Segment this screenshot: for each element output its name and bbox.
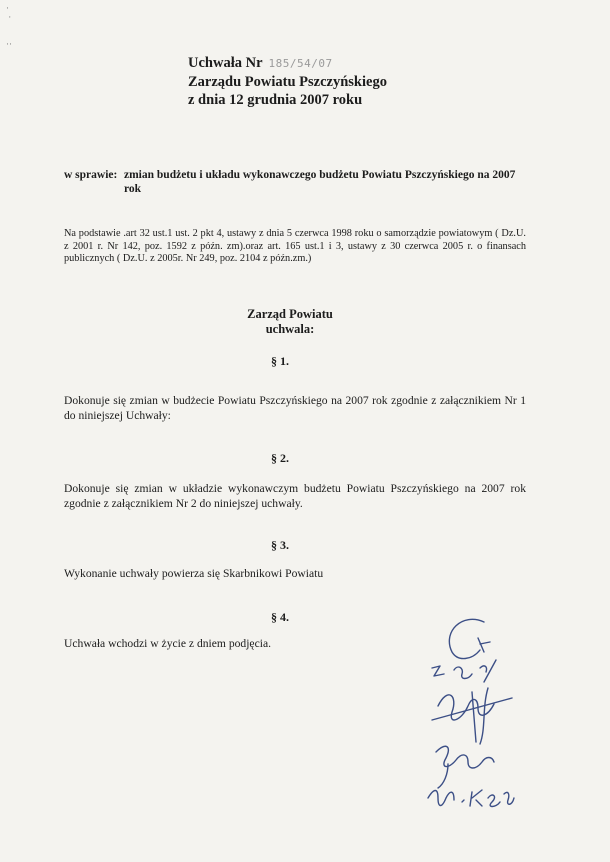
issuing-body: Zarządu Powiatu Pszczyńskiego <box>188 74 387 90</box>
section-1-heading: § 1. <box>271 354 289 368</box>
section-2-text: Dokonuje się zmian w układzie wykonawczym budżetu Powiatu Pszczyńskiego na 2007 rok zgodnie z załącznikiem Nr 2 do niniejszej uchwały. <box>64 482 526 510</box>
section-4-text: Uchwała wchodzi w życie z dniem podjęcia. <box>64 637 271 650</box>
section-1-text: Dokonuje się zmian w budżecie Powiatu Pszczyńskiego na 2007 rok zgodnie z załącznikiem Nr 1 do niniejszej Uchwały: <box>64 394 526 422</box>
resolution-date: z dnia 12 grudnia 2007 roku <box>188 92 363 108</box>
subject-text: zmian budżetu i układu wykonawczego budżetu Powiatu Pszczyńskiego na 2007 rok <box>124 169 516 195</box>
board-decision-heading <box>0 307 610 337</box>
board-resolves: uchwala: <box>265 322 315 336</box>
legal-basis-paragraph: Na podstawie .art 32 ust.1 ust. 2 pkt 4, ustawy z dnia 5 czerwca 1998 roku o samorządzie powiatowym ( Dz.U. z 2001 r. Nr 142, poz. 1592 z późn. zm).oraz art. 165 ust.1 i 3, ustawy z 30 czerwca 2005 r. o finansach publicznych ( Dz.U. z 2005r. Nr 249, poz. 2104 z późn.zm.) <box>64 228 526 265</box>
section-3-text: Wykonanie uchwały powierza się Skarbnikowi Powiatu <box>64 567 324 580</box>
resolution-title: Uchwała Nr <box>188 55 263 71</box>
resolution-number-line <box>188 54 387 73</box>
section-4-heading: § 4. <box>271 610 289 624</box>
handwritten-signatures <box>392 602 602 842</box>
subject-label: w sprawie: <box>64 169 118 181</box>
section-3-heading: § 3. <box>271 538 289 552</box>
section-2-heading: § 2. <box>271 451 289 465</box>
resolution-header <box>188 54 387 109</box>
stamped-number: 185/54/07 <box>268 57 333 70</box>
scan-artifact-marks: · · ·· <box>6 3 12 49</box>
board-name: Zarząd Powiatu <box>247 307 333 321</box>
